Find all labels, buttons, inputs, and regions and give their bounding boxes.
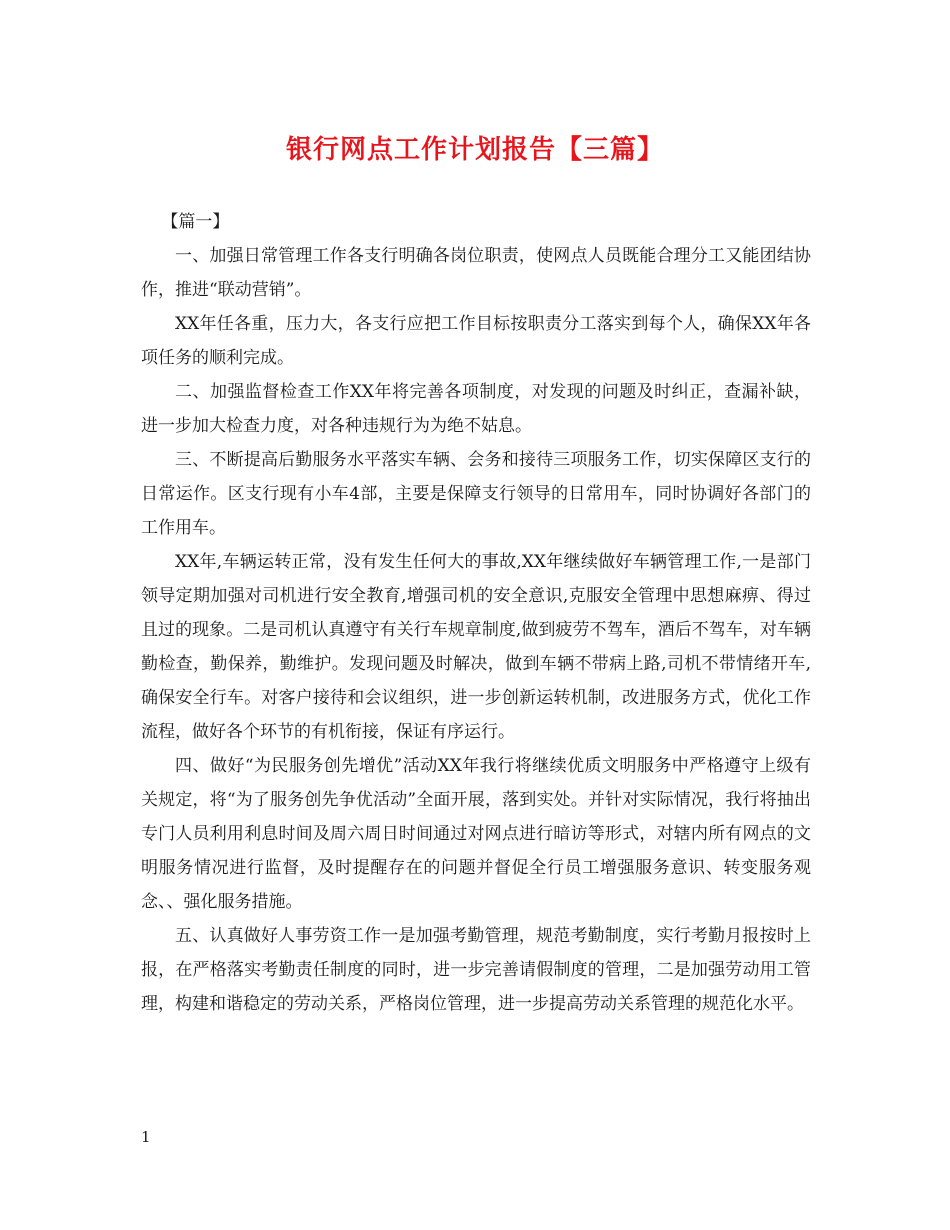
paragraph-4: 三、不断提高后勤服务水平落实车辆、会务和接待三项服务工作，切实保障区支行的日常运作。区支行现有小车4部，主要是保障支行领导的日常用车，同时协调好各部门的工作用车。 (141, 450, 811, 538)
document-title: 银行网点工作计划报告【三篇】 (285, 135, 664, 165)
paragraph-2: XX年任各重，压力大，各支行应把工作目标按职责分工落实到每个人，确保XX年各项任务的顺利完成。 (141, 314, 811, 368)
document-body (141, 205, 811, 1021)
section-heading: 【篇一】 (161, 212, 230, 232)
paragraph-7: 五、认真做好人事劳资工作一是加强考勤管理，规范考勤制度，实行考勤月报按时上报，在严格落实考勤责任制度的同时，进一步完善请假制度的管理，二是加强劳动用工管理，构建和谐稳定的劳动关系，严格岗位管理，进一步提高劳动关系管理的规范化水平。 (141, 926, 811, 1014)
paragraph-6: 四、做好“为民服务创先增优”活动XX年我行将继续优质文明服务中严格遵守上级有关规定，将“为了服务创先争优活动”全面开展，落到实处。并针对实际情况，我行将抽出专门人员利用利息时间及周六周日时间通过对网点进行暗访等形式，对辖内所有网点的文明服务情况进行监督，及时提醒存在的问题并督促全行员工增强服务意识、转变服务观念、、强化服务措施。 (141, 756, 811, 912)
page-number: 1 (141, 1128, 151, 1146)
paragraph-3: 二、加强监督检查工作XX年将完善各项制度，对发现的问题及时纠正，查漏补缺，进一步加大检查力度，对各种违规行为为绝不姑息。 (141, 382, 811, 436)
paragraph-1: 一、加强日常管理工作各支行明确各岗位职责，使网点人员既能合理分工又能团结协作，推进“联动营销”。 (141, 246, 811, 300)
paragraph-5: XX年,车辆运转正常，没有发生任何大的事故,XX年继续做好车辆管理工作,一是部门领导定期加强对司机进行安全教育,增强司机的安全意识,克服安全管理中思想麻痹、得过且过的现象。二是司机认真遵守有关行车规章制度,做到疲劳不驾车，酒后不驾车，对车辆勤检查，勤保养，勤维护。发现问题及时解决，做到车辆不带病上路,司机不带情绪开车,确保安全行车。对客户接待和会议组织，进一步创新运转机制，改进服务方式，优化工作流程，做好各个环节的有机衔接，保证有序运行。 (141, 552, 811, 742)
